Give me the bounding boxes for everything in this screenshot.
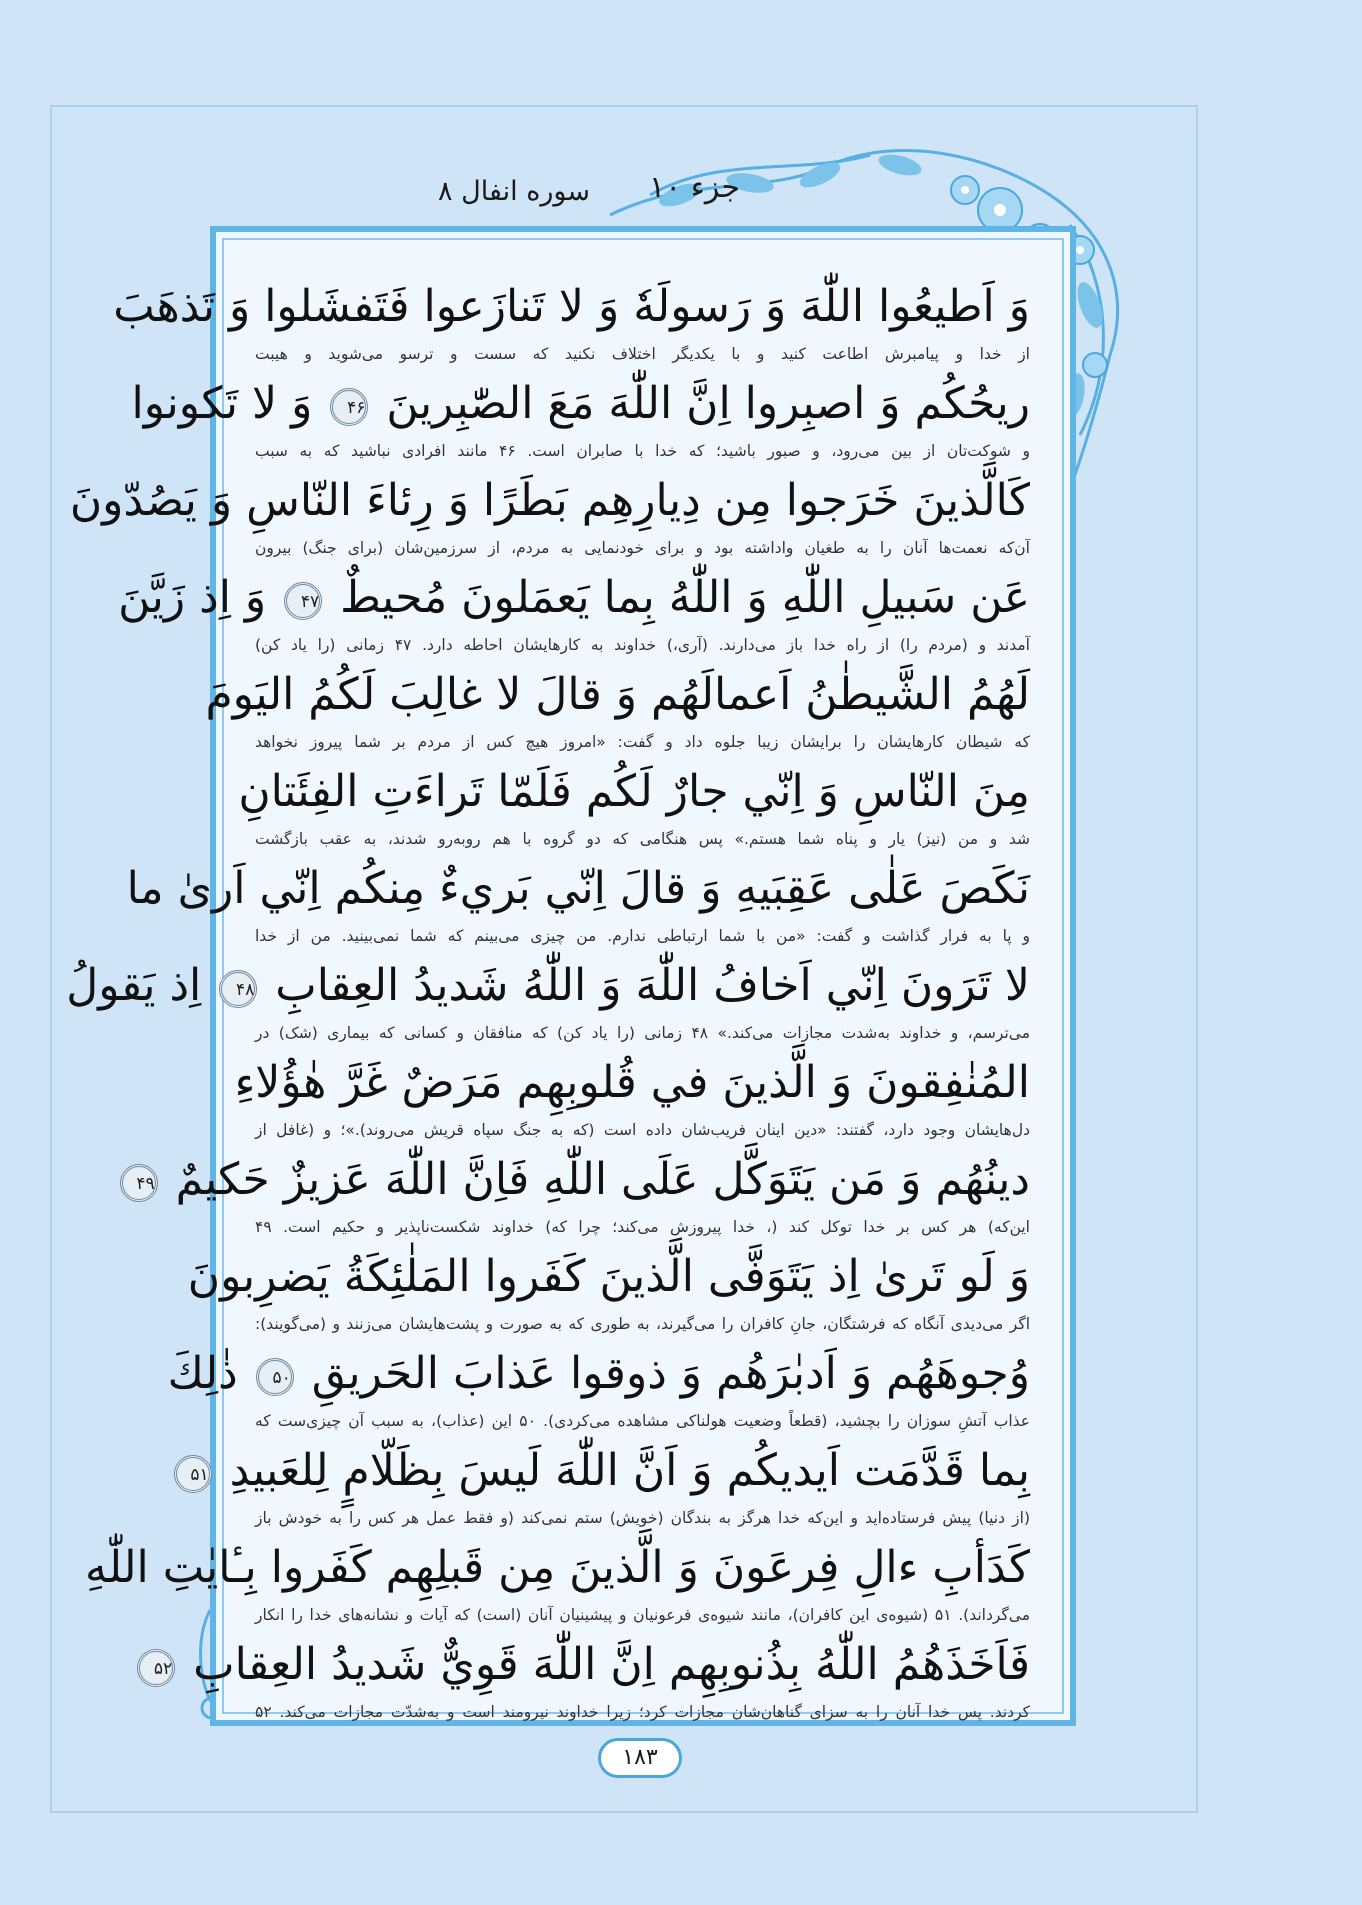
verse-line bbox=[113, 275, 1030, 372]
ayah-number-marker: ۴۶ bbox=[330, 388, 368, 426]
arabic-line: وَ لَو تَرىٰ اِذ يَتَوَفَّى الَّذينَ كَفَروا المَلٰئِكَةُ يَضرِبونَ bbox=[187, 1251, 1030, 1302]
ayah-number-marker: ۴۸ bbox=[219, 970, 257, 1008]
verse-line bbox=[66, 954, 1030, 1051]
verse-line bbox=[187, 1245, 1030, 1342]
surah-label: سوره انفال ۸ bbox=[438, 176, 590, 207]
ayah-number-marker: ۵۲ bbox=[137, 1649, 175, 1687]
translation-line: این‌که) هر کس بر خدا توکل کند (، خدا پیروزش می‌کند؛ چرا که) خداوند شکست‌ناپذیر و حکیم است. ۴۹ bbox=[255, 1218, 1030, 1236]
verse-line bbox=[136, 1148, 1030, 1245]
ayah-number-marker: ۴۷ bbox=[284, 582, 322, 620]
translation-line: می‌گرداند). ۵۱ (شیوه‌ی این کافران)، مانند شیوه‌ی فرعونیان و پیشینیان آنان (است) که آیات و نشانه‌های خدا را انکار bbox=[255, 1606, 1031, 1624]
translation-line: از خدا و پیامبرش اطاعت کنید و با یکدیگر اختلاف نکنید که سست و ترسو می‌شوید و هیبت bbox=[255, 345, 1030, 363]
translation-line: که شیطان کارهایشان را برایشان زیبا جلوه داد و گفت: «امروز هیچ کس از مردم بر شما پیروز نخواهد bbox=[255, 733, 1030, 751]
translation-line: شد و من (نیز) یار و پناه شما هستم.» پس هنگامی که دو گروه با هم روبه‌رو شدند، به عقب بازگشت bbox=[255, 830, 1030, 848]
page-number: ۱۸۳ bbox=[598, 1738, 682, 1778]
arabic-line: لَهُمُ الشَّيطٰنُ اَعمالَهُم وَ قالَ لا غالِبَ لَكُمُ اليَومَ bbox=[205, 669, 1030, 720]
arabic-line: وُجوهَهُم وَ اَدبٰرَهُم وَ ذوقوا عَذابَ الحَريقِ ۵۰ ذٰلِكَ bbox=[167, 1348, 1030, 1399]
translation-line: (از دنیا) پیش فرستاده‌اید و این‌که خدا هرگز به بندگان (خویش) ستم نمی‌کند (و فقط عمل هر کس را به خودش باز bbox=[255, 1509, 1030, 1527]
verse-line bbox=[190, 1439, 1030, 1536]
translation-line: عذاب آتشِ سوزان را بچشید، (قطعاً وضعیت هولناکی مشاهده می‌کردی). ۵۰ این (عذاب)، به سبب آن چیزی‌ست که bbox=[255, 1412, 1031, 1430]
translation-line: دل‌هایشان وجود دارد، گفتند: «دین اینان فریب‌شان داده است (که به جنگ سپاه قریش می‌روند).»؛ و (غافل از bbox=[255, 1121, 1030, 1139]
verse-line bbox=[131, 372, 1030, 469]
arabic-line: دينُهُم وَ مَن يَتَوَكَّل عَلَى اللّٰهِ فَاِنَّ اللّٰهَ عَزيزٌ حَكيمٌ ۴۹ bbox=[255, 1148, 1030, 1212]
verse-line bbox=[118, 566, 1030, 663]
verse-line bbox=[167, 1342, 1031, 1439]
arabic-line: بِما قَدَّمَت اَيديكُم وَ اَنَّ اللّٰهَ لَيسَ بِظَلّامٍ لِلعَبيدِ ۵۱ bbox=[255, 1439, 1030, 1503]
ayah-number-marker: ۴۹ bbox=[120, 1164, 158, 1202]
verse-line bbox=[153, 1633, 1030, 1730]
arabic-line: فَاَخَذَهُمُ اللّٰهُ بِذُنوبِهِم اِنَّ اللّٰهَ قَوِيٌّ شَديدُ العِقابِ ۵۲ bbox=[255, 1633, 1030, 1697]
arabic-line: المُنٰفِقونَ وَ الَّذينَ في قُلوبِهِم مَرَضٌ غَرَّ هٰؤُلاءِ bbox=[234, 1057, 1030, 1108]
translation-line: می‌ترسم، و خداوند به‌شدت مجازات می‌کند.» ۴۸ زمانی (را یاد کن) که منافقان و کسانی که بیماری (شک) در bbox=[255, 1024, 1030, 1042]
translation-line: آن‌که نعمت‌ها آنان را به طغیان واداشته بود و برای خودنمایی به مردم، از سرزمین‌شان (برای جنگ) بیرون bbox=[255, 539, 1030, 557]
verse-line bbox=[234, 1051, 1030, 1148]
arabic-line: ريحُكُم وَ اصبِروا اِنَّ اللّٰهَ مَعَ الصّٰبِرينَ ۴۶ وَ لا تَكونوا bbox=[131, 378, 1030, 429]
translation-line: آمدند و (مردم را) از راه خدا باز می‌دارند. (آری،) خداوند به کارهایشان احاطه دارد. ۴۷ زمانی (را یاد کن) bbox=[255, 636, 1030, 654]
arabic-line: لا تَرَونَ اِنّي اَخافُ اللّٰهَ وَ اللّٰهُ شَديدُ العِقابِ ۴۸ اِذ يَقولُ bbox=[66, 960, 1030, 1011]
juz-label: جزء ۱۰ bbox=[649, 170, 740, 205]
ayah-number-marker: ۵۱ bbox=[174, 1455, 212, 1493]
arabic-line: كَالَّذينَ خَرَجوا مِن دِيارِهِم بَطَرًا وَ رِئاءَ النّاسِ وَ يَصُدّونَ bbox=[69, 475, 1030, 526]
translation-line: کردند. پس خدا آنان را به سزای گناهان‌شان مجازات کرد؛ زیرا خداوند نیرومند است و به‌شدّت مجازات می‌کند. ۵۲ bbox=[255, 1703, 1030, 1721]
verse-line bbox=[238, 760, 1030, 857]
arabic-line: مِنَ النّاسِ وَ اِنّي جارٌ لَكُم فَلَمّا تَراءَتِ الفِئَتانِ bbox=[238, 766, 1030, 817]
arabic-line: كَدَأبِ ءالِ فِرعَونَ وَ الَّذينَ مِن قَبلِهِم كَفَروا بِـٔايٰتِ اللّٰهِ bbox=[84, 1542, 1030, 1593]
arabic-line: وَ اَطيعُوا اللّٰهَ وَ رَسولَهٗ وَ لا تَنازَعوا فَتَفشَلوا وَ تَذهَبَ bbox=[113, 281, 1030, 332]
verse-line bbox=[69, 469, 1030, 566]
verse-line bbox=[126, 857, 1030, 954]
page-header bbox=[380, 170, 740, 220]
translation-line: اگر می‌دیدی آنگاه که فرشتگان، جانِ کافران را می‌گیرند، به طوری که به صورت و پشت‌هایشان می‌زنند و (می‌گویند): bbox=[255, 1315, 1030, 1333]
quran-text-block bbox=[66, 275, 1031, 1730]
translation-line: و شوکت‌تان از بین می‌رود، و صبور باشید؛ که خدا با صابران است. ۴۶ مانند افرادی نباشید که به سبب bbox=[255, 442, 1030, 460]
arabic-line: نَكَصَ عَلٰى عَقِبَيهِ وَ قالَ اِنّي بَريءٌ مِنكُم اِنّي اَرىٰ ما bbox=[126, 863, 1030, 914]
translation-line: و پا به فرار گذاشت و گفت: «من با شما ارتباطی ندارم. من چیزی می‌بینم که شما نمی‌بینید. من از خدا bbox=[255, 927, 1030, 945]
arabic-line: عَن سَبيلِ اللّٰهِ وَ اللّٰهُ بِما يَعمَلونَ مُحيطٌ ۴۷ وَ اِذ زَيَّنَ bbox=[118, 572, 1030, 623]
verse-line bbox=[84, 1536, 1031, 1633]
verse-line bbox=[205, 663, 1030, 760]
ayah-number-marker: ۵۰ bbox=[256, 1358, 294, 1396]
